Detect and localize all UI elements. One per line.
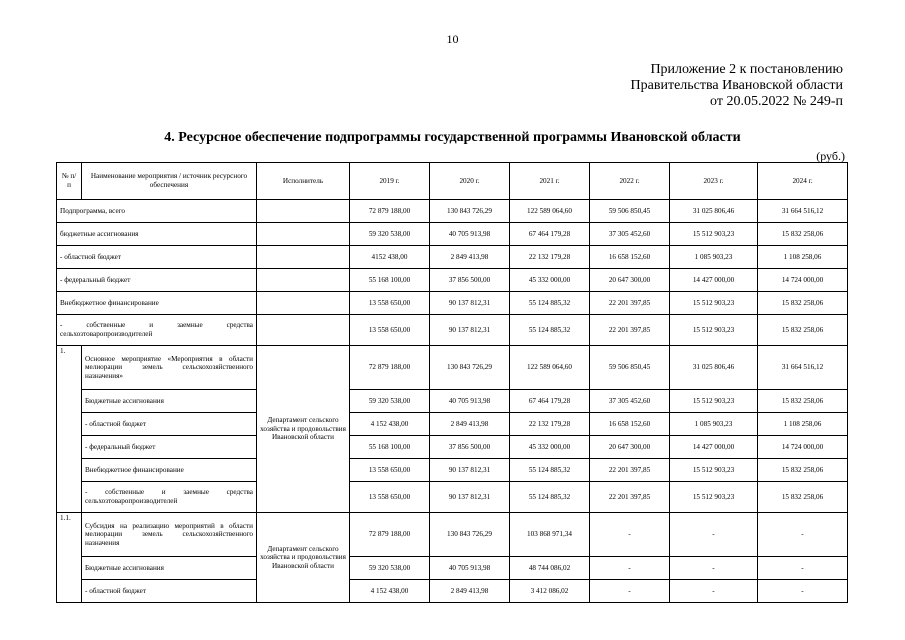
cell-value: - (758, 557, 848, 580)
appendix-line-2: Правительства Ивановской области (630, 78, 843, 93)
cell-value: 72 879 188,00 (350, 346, 430, 390)
row-name: - областной бюджет (82, 580, 257, 603)
cell-value: 90 137 812,31 (430, 482, 510, 513)
row-executor (257, 246, 350, 269)
cell-value: 90 137 812,31 (430, 292, 510, 315)
cell-value: 2 849 413,98 (430, 246, 510, 269)
cell-value: 15 512 903,23 (670, 315, 758, 346)
cell-value: 1 085 903,23 (670, 413, 758, 436)
cell-value: 1 108 258,06 (758, 246, 848, 269)
currency-note: (руб.) (816, 149, 845, 163)
cell-value: 22 201 397,85 (590, 315, 670, 346)
cell-value: 59 320 538,00 (350, 390, 430, 413)
table-row (57, 557, 848, 580)
cell-value: 67 464 179,28 (510, 390, 590, 413)
resource-table (56, 162, 848, 603)
row-name: Основное мероприятие «Мероприятия в области мелиорации земель сельскохозяйственного назначения» (82, 346, 257, 390)
cell-value: 15 832 258,06 (758, 459, 848, 482)
cell-value: 55 124 885,32 (510, 459, 590, 482)
cell-value: 48 744 086,02 (510, 557, 590, 580)
cell-value: 67 464 179,28 (510, 223, 590, 246)
cell-value: 4 152 438,00 (350, 413, 430, 436)
cell-value: 15 512 903,23 (670, 223, 758, 246)
row-number: 1.1. (57, 513, 82, 603)
cell-value: 1 085 903,23 (670, 246, 758, 269)
row-name: Бюджетные ассигнования (82, 390, 257, 413)
cell-value: 2 849 413,98 (430, 413, 510, 436)
row-name: Внебюджетное финансирование (57, 292, 257, 315)
row-name: - федеральный бюджет (82, 436, 257, 459)
cell-value: 31 025 806,46 (670, 346, 758, 390)
cell-value: 103 868 971,34 (510, 513, 590, 557)
row-executor (257, 223, 350, 246)
cell-value: 59 506 850,45 (590, 346, 670, 390)
table-row (57, 292, 848, 315)
cell-value: 15 832 258,06 (758, 292, 848, 315)
cell-value: 130 843 726,29 (430, 346, 510, 390)
cell-value: 90 137 812,31 (430, 459, 510, 482)
cell-value: 130 843 726,29 (430, 513, 510, 557)
section-heading: 4. Ресурсное обеспечение подпрограммы государственной программы Ивановской области (164, 130, 741, 145)
cell-value: 55 168 100,00 (350, 269, 430, 292)
header-year: 2020 г. (430, 163, 510, 200)
table-row (57, 246, 848, 269)
cell-value: 4 152 438,00 (350, 580, 430, 603)
cell-value: 16 658 152,60 (590, 246, 670, 269)
cell-value: 3 412 086,02 (510, 580, 590, 603)
cell-value: 20 647 300,00 (590, 269, 670, 292)
table-row (57, 390, 848, 413)
header-year: 2022 г. (590, 163, 670, 200)
cell-value: 55 124 885,32 (510, 315, 590, 346)
page-bottom-crop (0, 612, 905, 640)
cell-value: - (590, 557, 670, 580)
cell-value: 31 025 806,46 (670, 200, 758, 223)
header-num: № п/п (57, 163, 82, 200)
cell-value: - (670, 580, 758, 603)
appendix-line-1: Приложение 2 к постановлению (650, 62, 843, 77)
row-name: - собственные и заемные средства сельхозтоваропроизводителей (82, 482, 257, 513)
row-name: - собственные и заемные средства сельхозтоваропроизводителей (57, 315, 257, 346)
cell-value: - (670, 513, 758, 557)
cell-value: 15 832 258,06 (758, 390, 848, 413)
appendix-line-3: от 20.05.2022 № 249-п (710, 94, 843, 109)
cell-value: 22 132 179,28 (510, 246, 590, 269)
cell-value: 55 168 100,00 (350, 436, 430, 459)
cell-value: 14 724 000,00 (758, 269, 848, 292)
table-row (57, 200, 848, 223)
table-row (57, 315, 848, 346)
table-row (57, 459, 848, 482)
cell-value: 22 201 397,85 (590, 482, 670, 513)
row-name: - областной бюджет (82, 413, 257, 436)
cell-value: 13 558 650,00 (350, 315, 430, 346)
row-name: Внебюджетное финансирование (82, 459, 257, 482)
header-year: 2024 г. (758, 163, 848, 200)
executor-cell: Департамент сельского хозяйства и продовольствия Ивановской области (257, 346, 350, 513)
cell-value: 31 664 516,12 (758, 200, 848, 223)
table-row (57, 346, 848, 390)
cell-value: 13 558 650,00 (350, 482, 430, 513)
row-name: бюджетные ассигнования (57, 223, 257, 246)
cell-value: 37 856 500,00 (430, 269, 510, 292)
cell-value: - (590, 513, 670, 557)
row-executor (257, 292, 350, 315)
header-name: Наименование мероприятия / источник ресурсного обеспечения (82, 163, 257, 200)
cell-value: 55 124 885,32 (510, 482, 590, 513)
cell-value: 45 332 000,00 (510, 436, 590, 459)
cell-value: 1 108 258,06 (758, 413, 848, 436)
header-year: 2019 г. (350, 163, 430, 200)
cell-value: 55 124 885,32 (510, 292, 590, 315)
cell-value: 37 305 452,60 (590, 390, 670, 413)
cell-value: 14 427 000,00 (670, 436, 758, 459)
table-row (57, 269, 848, 292)
page-number: 10 (446, 32, 459, 46)
cell-value: 22 132 179,28 (510, 413, 590, 436)
cell-value: 72 879 188,00 (350, 200, 430, 223)
table-row (57, 413, 848, 436)
cell-value: 59 320 538,00 (350, 223, 430, 246)
cell-value: 37 856 500,00 (430, 436, 510, 459)
cell-value: 22 201 397,85 (590, 292, 670, 315)
header-executor: Исполнитель (257, 163, 350, 200)
row-name: - федеральный бюджет (57, 269, 257, 292)
cell-value: 16 658 152,60 (590, 413, 670, 436)
cell-value: 37 305 452,60 (590, 223, 670, 246)
row-name: Бюджетные ассигнования (82, 557, 257, 580)
cell-value: 130 843 726,29 (430, 200, 510, 223)
executor-cell: Департамент сельского хозяйства и продовольствия Ивановской области (257, 513, 350, 603)
row-executor (257, 200, 350, 223)
table-row (57, 436, 848, 459)
cell-value: - (590, 580, 670, 603)
table-header-row (57, 163, 848, 200)
cell-value: 15 832 258,06 (758, 223, 848, 246)
cell-value: 13 558 650,00 (350, 292, 430, 315)
cell-value: 59 506 850,45 (590, 200, 670, 223)
cell-value: 15 832 258,06 (758, 315, 848, 346)
row-number: 1. (57, 346, 82, 513)
cell-value: - (758, 513, 848, 557)
cell-value: 72 879 188,00 (350, 513, 430, 557)
cell-value: 90 137 812,31 (430, 315, 510, 346)
row-executor (257, 269, 350, 292)
cell-value: 15 832 258,06 (758, 482, 848, 513)
cell-value: 15 512 903,23 (670, 459, 758, 482)
cell-value: 2 849 413,98 (430, 580, 510, 603)
cell-value: 40 705 913,98 (430, 557, 510, 580)
cell-value: 122 589 064,60 (510, 200, 590, 223)
row-name: - областной бюджет (57, 246, 257, 269)
table-row (57, 580, 848, 603)
cell-value: - (758, 580, 848, 603)
cell-value: 20 647 300,00 (590, 436, 670, 459)
cell-value: 22 201 397,85 (590, 459, 670, 482)
cell-value: 15 512 903,23 (670, 482, 758, 513)
table-row (57, 513, 848, 557)
cell-value: 59 320 538,00 (350, 557, 430, 580)
cell-value: 40 705 913,98 (430, 223, 510, 246)
table-row (57, 223, 848, 246)
cell-value: 14 724 000,00 (758, 436, 848, 459)
cell-value: 14 427 000,00 (670, 269, 758, 292)
cell-value: 13 558 650,00 (350, 459, 430, 482)
header-year: 2021 г. (510, 163, 590, 200)
row-executor (257, 315, 350, 346)
row-name: Субсидия на реализацию мероприятий в области мелиорации земель сельскохозяйственного назначения (82, 513, 257, 557)
cell-value: 15 512 903,23 (670, 390, 758, 413)
header-year: 2023 г. (670, 163, 758, 200)
cell-value: - (670, 557, 758, 580)
cell-value: 15 512 903,23 (670, 292, 758, 315)
cell-value: 4152 438,00 (350, 246, 430, 269)
row-name: Подпрограмма, всего (57, 200, 257, 223)
cell-value: 40 705 913,98 (430, 390, 510, 413)
cell-value: 31 664 516,12 (758, 346, 848, 390)
cell-value: 45 332 000,00 (510, 269, 590, 292)
appendix-note (631, 62, 843, 110)
cell-value: 122 589 064,60 (510, 346, 590, 390)
table-row (57, 482, 848, 513)
